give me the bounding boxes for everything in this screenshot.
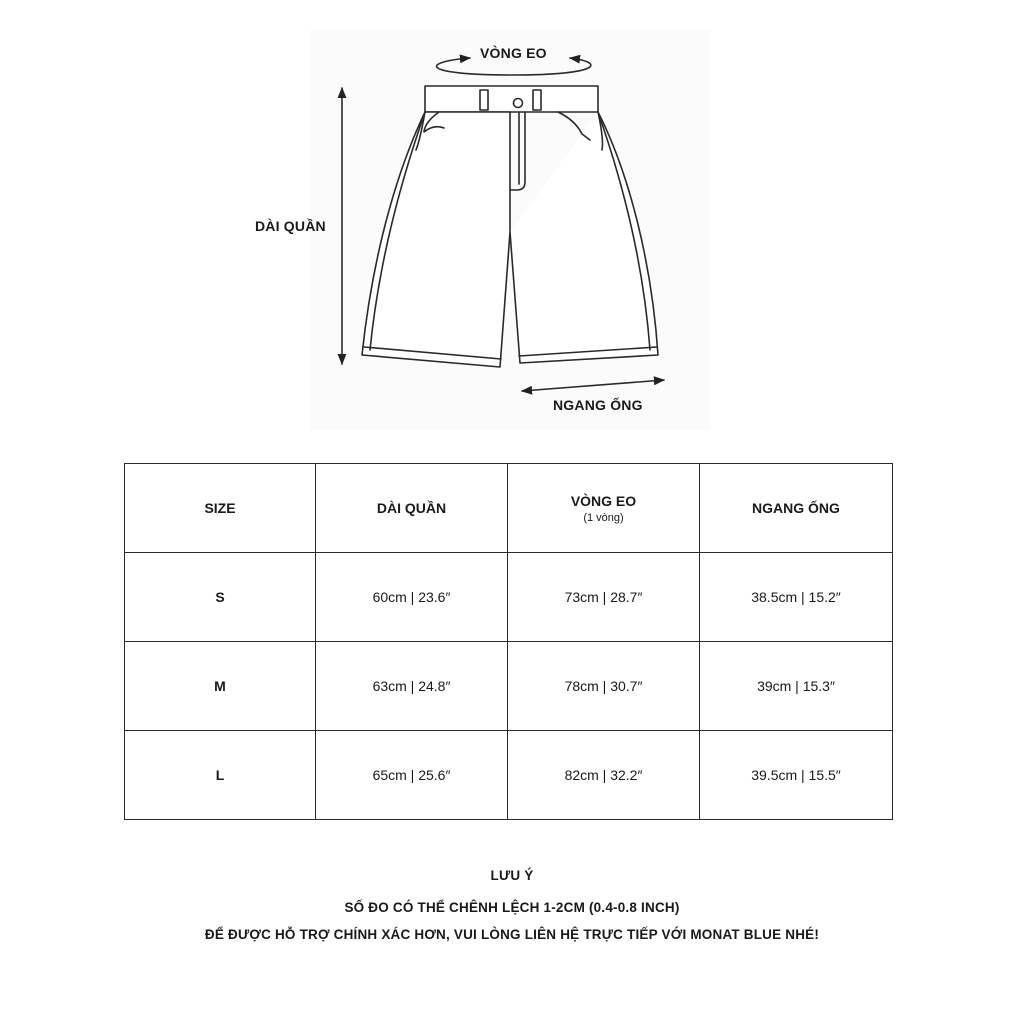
size-chart-table xyxy=(124,463,893,820)
table-row xyxy=(125,731,893,820)
shorts-diagram xyxy=(0,0,1024,440)
table-row xyxy=(125,553,893,642)
length-label: DÀI QUẦN xyxy=(255,218,326,234)
leg-width-cell: 39cm | 15.3″ xyxy=(700,642,893,731)
leg-width-cell: 38.5cm | 15.2″ xyxy=(700,553,893,642)
leg-width-cell: 39.5cm | 15.5″ xyxy=(700,731,893,820)
notes-line-1: SỐ ĐO CÓ THỂ CHÊNH LỆCH 1-2CM (0.4-0.8 INCH) xyxy=(344,900,680,915)
table-row xyxy=(125,642,893,731)
size-cell: M xyxy=(125,642,316,731)
notes-section xyxy=(0,862,1024,948)
length-cell: 63cm | 24.8″ xyxy=(316,642,508,731)
length-cell: 60cm | 23.6″ xyxy=(316,553,508,642)
right-leg xyxy=(510,112,658,363)
notes-title: LƯU Ý xyxy=(490,868,534,883)
size-cell: S xyxy=(125,553,316,642)
left-leg xyxy=(362,112,510,367)
header-waist: VÒNG EO (1 vòng) xyxy=(508,464,700,553)
leg-width-label: NGANG ỐNG xyxy=(553,397,643,413)
length-cell: 65cm | 25.6″ xyxy=(316,731,508,820)
waist-cell: 82cm | 32.2″ xyxy=(508,731,700,820)
header-leg-width: NGANG ỐNG xyxy=(700,464,893,553)
waist-label: VÒNG EO xyxy=(480,45,547,61)
header-length: DÀI QUẦN xyxy=(316,464,508,553)
notes-line-2: ĐỂ ĐƯỢC HỖ TRỢ CHÍNH XÁC HƠN, VUI LÒNG LIÊN HỆ TRỰC TIẾP VỚI MONAT BLUE NHÉ! xyxy=(204,927,820,942)
leg-width-arrow xyxy=(522,380,664,391)
waistband xyxy=(425,86,598,112)
header-size: SIZE xyxy=(125,464,316,553)
waist-cell: 73cm | 28.7″ xyxy=(508,553,700,642)
size-cell: L xyxy=(125,731,316,820)
waist-cell: 78cm | 30.7″ xyxy=(508,642,700,731)
header-waist-sub: (1 vòng) xyxy=(583,511,624,524)
table-header-row xyxy=(125,464,893,553)
